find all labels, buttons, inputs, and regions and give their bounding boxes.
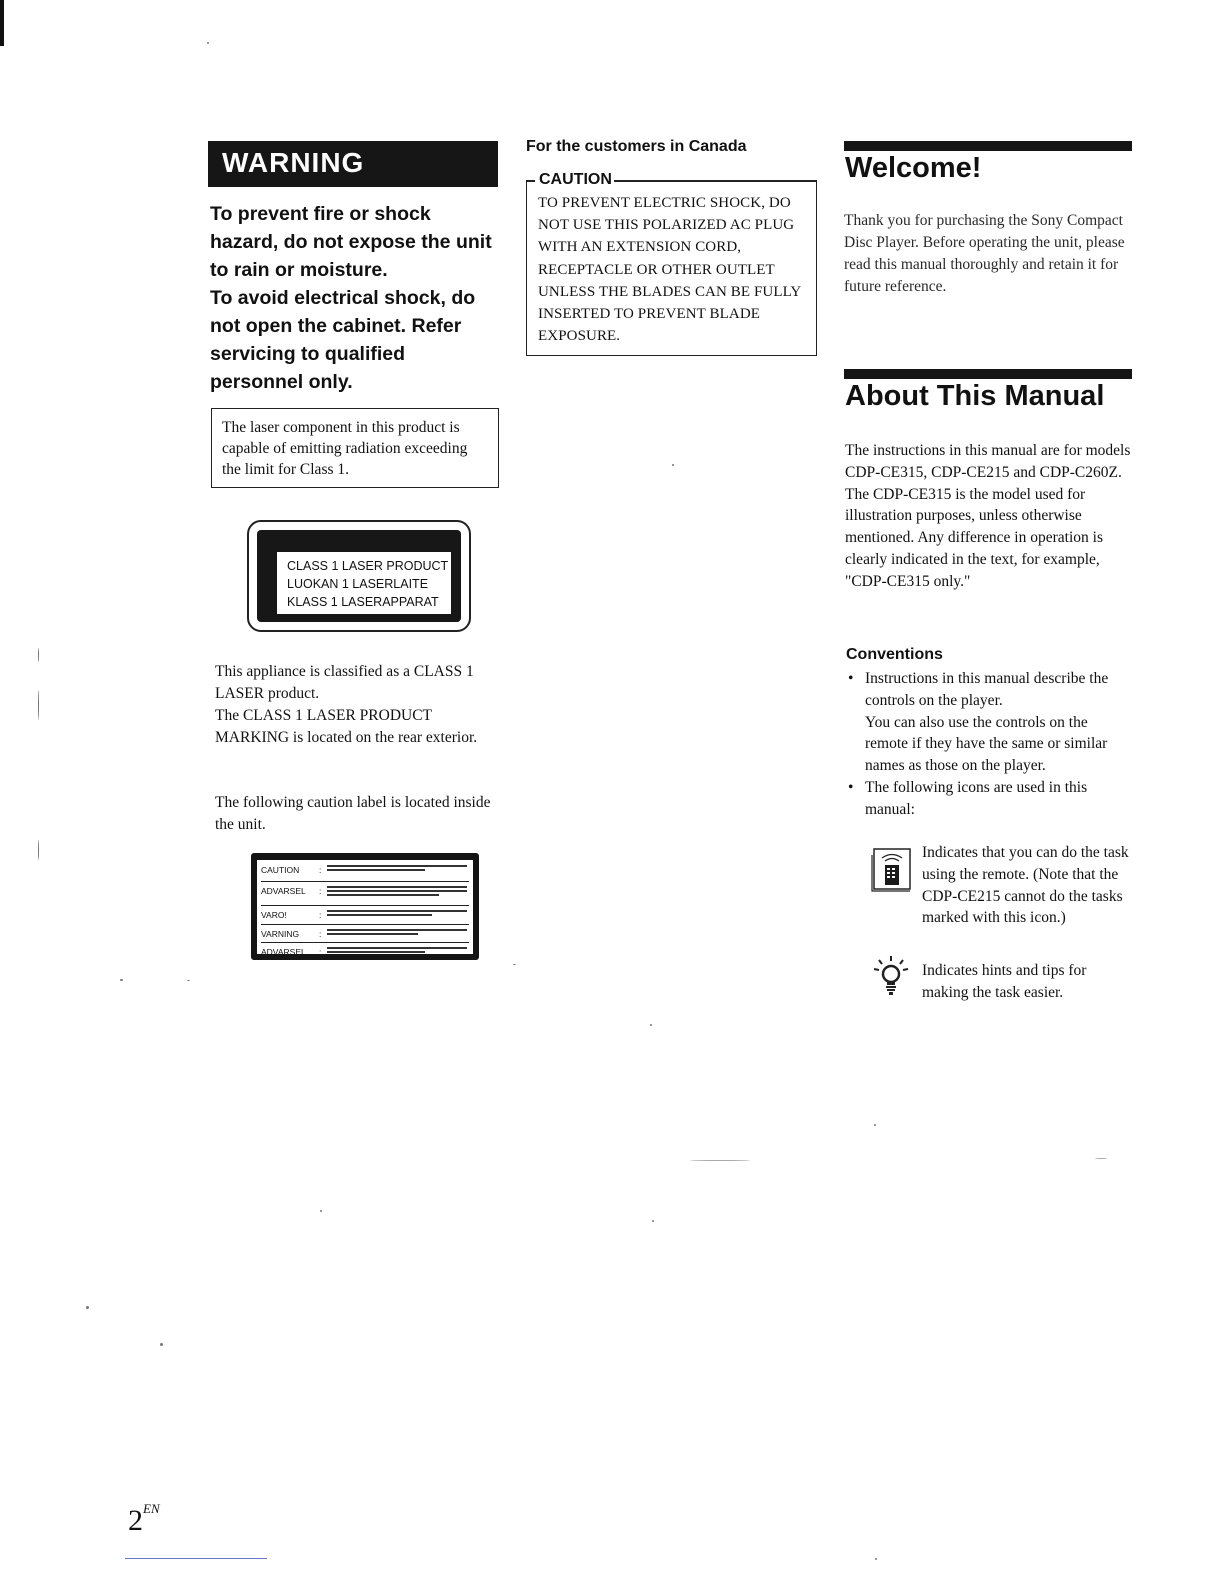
- scan-speck: [38, 648, 39, 662]
- warning-title: WARNING: [222, 147, 365, 178]
- remote-icon: [870, 847, 912, 893]
- scan-speck: [672, 464, 674, 466]
- laser-notice-box: The laser component in this product is capable of emitting radiation exceeding the limit for Class 1.: [211, 408, 499, 488]
- hint-icon-description: Indicates hints and tips for making the task easier.: [922, 962, 1087, 1001]
- page-number: $2^{EN}$: [128, 1501, 160, 1537]
- scan-speck: [120, 979, 123, 981]
- scan-speck: [320, 1210, 322, 1212]
- section-rule: [844, 369, 1132, 379]
- scan-speck: [187, 980, 190, 981]
- box-border: [526, 180, 535, 182]
- list-item: • The following icons are used in this manual:: [848, 778, 1088, 818]
- scan-speck: [652, 1220, 654, 1222]
- scan-speck: [38, 840, 39, 860]
- scan-speck: [1095, 1158, 1107, 1159]
- scan-speck: [690, 1160, 750, 1161]
- scan-speck: [86, 1306, 89, 1309]
- appliance-classification-text: [215, 661, 505, 749]
- caution-label-location-text: The following caution label is located inside the unit.: [215, 794, 491, 833]
- appliance-class-text: This appliance is classified as a CLASS 1 LASER product.: [215, 663, 474, 702]
- list-item: • Instructions in this manual describe the controls on the player. You can also use the controls on the remote if they have the same or similar names as those on the player.: [848, 670, 1109, 775]
- scan-speck: [513, 964, 516, 965]
- canada-caution-text: TO PREVENT ELECTRIC SHOCK, DO NOT USE THIS POLARIZED AC PLUG WITH AN EXTENSION CORD, RECEPTACLE OR OTHER OUTLET UNLESS THE BLADES CAN BE FULLY INSERTED TO PREVENT BLADE EXPOSURE.: [538, 195, 801, 345]
- class1-line: LUOKAN 1 LASERLAITE: [287, 577, 429, 591]
- welcome-title: Welcome!: [845, 152, 982, 184]
- scan-speck: [207, 42, 209, 44]
- scan-speck: [38, 690, 39, 720]
- scan-speck: [874, 1124, 876, 1126]
- scan-speck: [160, 1343, 163, 1346]
- box-border: [609, 180, 817, 182]
- section-rule: [844, 141, 1132, 151]
- remote-icon-description: Indicates that you can do the task using the remote. (Note that the CDP-CE215 cannot do the tasks marked with this icon.): [922, 844, 1129, 927]
- warning-shock-text: To avoid electrical shock, do not open the cabinet. Refer servicing to qualified personnel only.: [210, 287, 476, 393]
- conventions-list: [846, 668, 1130, 821]
- class1-line: KLASS 1 LASERAPPARAT: [287, 595, 439, 609]
- welcome-text: Thank you for purchasing the Sony Compact Disc Player. Before operating the unit, please read this manual thoroughly and retain it for future reference.: [844, 212, 1125, 295]
- caution-label-row: CAUTION :: [257, 862, 473, 879]
- class1-line: CLASS 1 LASER PRODUCT: [287, 559, 449, 573]
- internal-caution-label: [251, 853, 479, 960]
- caution-label-row: VARNING :: [257, 926, 473, 943]
- page-edge-mark: [0, 0, 4, 46]
- scan-speck: [875, 1558, 877, 1560]
- page-footer-line: [125, 1558, 267, 1559]
- caution-label-row: ADVARSEL :: [257, 944, 473, 961]
- marking-location-text: The CLASS 1 LASER PRODUCT MARKING is located on the rear exterior.: [215, 707, 478, 746]
- canada-caution-title: CAUTION: [539, 171, 612, 188]
- about-manual-title: About This Manual: [845, 380, 1105, 412]
- caution-label-row: VARO! :: [257, 907, 473, 924]
- caution-label-row: ADVARSEL :: [257, 883, 473, 900]
- about-manual-text: The instructions in this manual are for models CDP-CE315, CDP-CE215 and CDP-C260Z. The CDP-CE315 is the model used for illustration purposes, unless otherwise mentioned. Any difference in operation is clearly indicated in the text, for example, "CDP-CE315 only.": [845, 442, 1131, 590]
- warning-banner: [208, 141, 498, 187]
- warning-fire-text: To prevent fire or shock hazard, do not expose the unit to rain or moisture.: [210, 203, 492, 281]
- scan-speck: [650, 1024, 652, 1026]
- conventions-heading: Conventions: [846, 646, 943, 663]
- lightbulb-hint-icon: [872, 955, 910, 997]
- warning-text: [210, 200, 502, 396]
- class1-laser-label: [247, 520, 471, 632]
- canada-heading: For the customers in Canada: [526, 138, 747, 155]
